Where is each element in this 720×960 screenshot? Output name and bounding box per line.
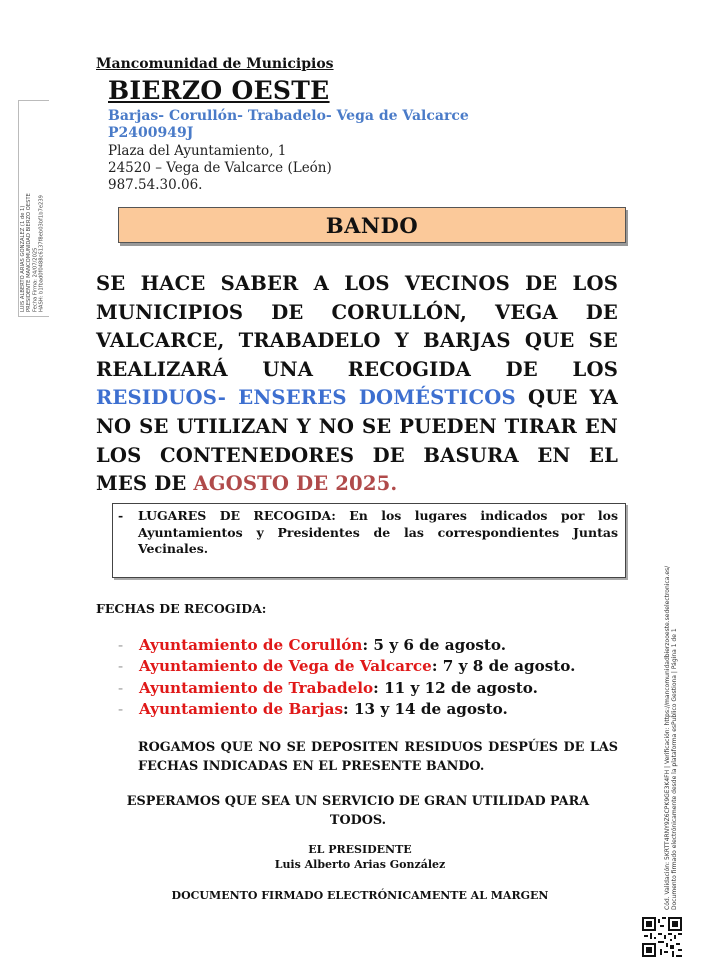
signature-name: Luis Alberto Arias González: [274, 858, 446, 871]
date-place: Ayuntamiento de Corullón: [139, 636, 363, 654]
announcement-highlight: RESIDUOS- ENSERES DOMÉSTICOS: [96, 386, 516, 410]
fechas-heading: FECHAS DE RECOGIDA:: [96, 601, 267, 616]
announcement-part1: SE HACE SABER A LOS VECINOS DE LOS MUNICIPIOS DE CORULLÓN, VEGA DE VALCARCE, TRABADELO Y BARJAS QUE SE REALIZARÁ UNA RECOGIDA DE LOS: [96, 272, 618, 381]
stamp-line: Fecha Firma: 24/07/2025: [32, 247, 39, 312]
signature-block: [200, 842, 520, 872]
stamp-line: LUIS ALBERTO ARIAS GONZALEZ (1 de 1): [20, 205, 26, 312]
stamp-line: PRESIDENTE MANCOMUNIDAD BIERZO OESTE: [26, 193, 33, 312]
lugares-bullet: -: [118, 508, 124, 523]
bando-banner: [118, 207, 626, 243]
dates-list: [118, 635, 575, 721]
address-phone: 987.54.30.06.: [108, 177, 203, 193]
rogamos-text: ROGAMOS QUE NO SE DEPOSITEN RESIDUOS DESPÚES DE LAS FECHAS INDICADAS EN EL PRESENTE BANDO.: [138, 740, 618, 774]
verification-line: Documento firmado electrónicamente desde la plataforma esPublico Gestiona | Página 1 de 1: [671, 628, 678, 910]
date-place: Ayuntamiento de Vega de Valcarce: [139, 657, 432, 676]
tax-id: P2400949J: [108, 125, 194, 141]
signature-stamp: [20, 172, 45, 312]
list-dash: -: [118, 678, 124, 697]
announcement-text: [96, 270, 618, 499]
list-dash: -: [118, 657, 124, 676]
lugares-text: LUGARES DE RECOGIDA: En los lugares indicados por los Ayuntamientos y Presidentes de las correspondientes Juntas Vecinales.: [138, 508, 618, 556]
address-city: 24520 – Vega de Valcarce (León): [108, 160, 332, 176]
organization-name: Mancomunidad de Municipios: [96, 56, 334, 72]
date-when: : 11 y 12 de agosto.: [373, 678, 538, 697]
signature-role: EL PRESIDENTE: [308, 843, 412, 856]
esperamos-text: ESPERAMOS QUE SEA UN SERVICIO DE GRAN UTILIDAD PARA TODOS.: [126, 794, 590, 828]
date-place: Ayuntamiento de Trabadelo: [139, 678, 374, 697]
bando-label: BANDO: [325, 212, 419, 238]
verification-line: Cód. Validación: 5KRTT4RNY9Z6CPK9GE3K4FH | Verificación: https://mancomunidadbierzooeste.sedelectronica.es/: [664, 565, 671, 910]
page-title: BIERZO OESTE: [108, 76, 330, 105]
verification-text: [664, 565, 678, 910]
list-item: [118, 699, 575, 720]
electronic-signature-note: DOCUMENTO FIRMADO ELECTRÓNICAMENTE AL MARGEN: [171, 889, 549, 902]
list-dash: -: [118, 700, 124, 719]
member-towns: Barjas- Corullón- Trabadelo- Vega de Valcarce: [108, 108, 469, 124]
stamp-line: HASH: b1fbad0f0488c6137f8eb03bf1b7e239: [38, 195, 45, 312]
list-item: [118, 635, 575, 656]
date-place: Ayuntamiento de Barjas: [139, 700, 344, 719]
date-when: : 5 y 6 de agosto.: [362, 636, 507, 654]
list-item: [118, 656, 575, 677]
date-when: : 13 y 14 de agosto.: [343, 700, 508, 719]
announcement-month: AGOSTO DE 2025.: [193, 472, 398, 496]
list-item: [118, 678, 575, 699]
address-street: Plaza del Ayuntamiento, 1: [108, 143, 287, 159]
qr-code-icon: [642, 917, 682, 957]
date-when: : 7 y 8 de agosto.: [431, 657, 576, 676]
list-dash: -: [118, 636, 124, 654]
announcement-part2: QUE YA NO SE UTILIZAN Y NO SE PUEDEN TIRAR EN LOS CONTENEDORES DE BASURA EN EL MES DE: [96, 386, 618, 496]
